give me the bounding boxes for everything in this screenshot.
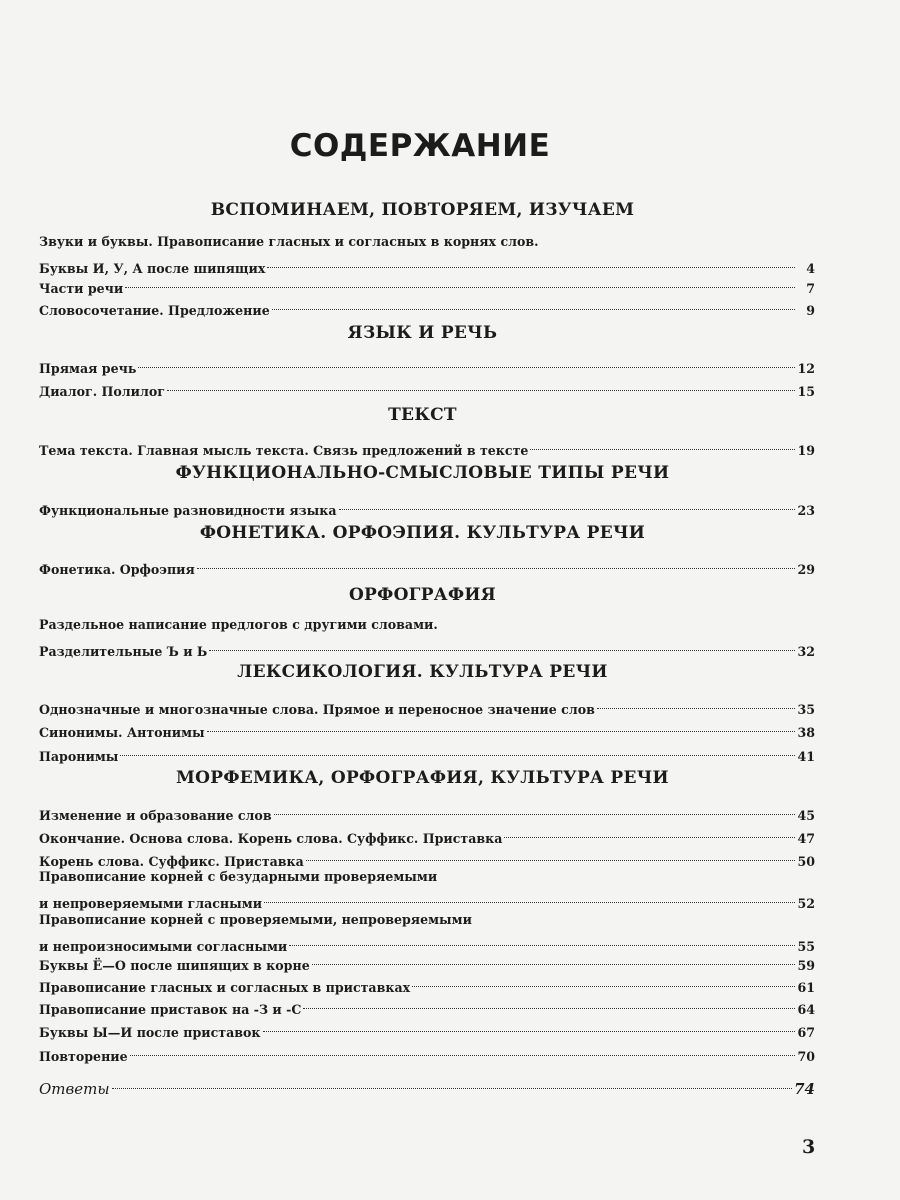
toc-entry-text: Фонетика. Орфоэпия: [39, 562, 195, 577]
toc-entry-text-line1: Раздельное написание предлогов с другими словами.: [39, 617, 438, 632]
toc-entry-text-line1: Звуки и буквы. Правописание гласных и согласных в корнях слов.: [39, 234, 539, 249]
dot-leader: [167, 370, 795, 391]
toc-entry-page: 52: [797, 896, 815, 911]
dot-leader: [264, 882, 795, 903]
section-heading: ФОНЕТИКА. ОРФОЭПИЯ. КУЛЬТУРА РЕЧИ: [199, 523, 646, 543]
dot-leader: [112, 1068, 793, 1089]
toc-entry-text-line1: Правописание корней с проверяемыми, непроверяемыми: [39, 912, 472, 927]
toc-entry-text: Повторение: [39, 1049, 128, 1064]
dot-leader: [197, 548, 795, 569]
toc-entry-page: 64: [797, 1002, 815, 1017]
dot-leader: [306, 840, 795, 861]
section-heading: ЯЗЫК И РЕЧЬ: [347, 323, 498, 343]
page-number: 3: [802, 1136, 816, 1158]
toc-entry-page: 67: [797, 1025, 815, 1040]
toc-entry-page: 7: [806, 281, 815, 296]
dot-leader: [274, 794, 795, 815]
dot-leader: [272, 289, 795, 310]
dot-leader: [303, 988, 795, 1009]
toc-entry-page: 38: [797, 725, 815, 740]
section-heading: ФУНКЦИОНАЛЬНО-СМЫСЛОВЫЕ ТИПЫ РЕЧИ: [175, 463, 670, 483]
toc-entry[interactable]: [39, 294, 815, 321]
toc-entry-page: 23: [797, 503, 815, 518]
toc-entry-text: Диалог. Полилог: [39, 384, 165, 399]
toc-entry-answers[interactable]: [39, 1073, 815, 1099]
toc-entry-text: Однозначные и многозначные слова. Прямое и переносное значение слов: [39, 702, 595, 717]
toc-entry[interactable]: [39, 867, 815, 914]
toc-entry-text: Ответы: [39, 1080, 110, 1098]
toc-entry-page: 55: [797, 939, 815, 954]
toc-entry-page: 12: [797, 361, 815, 376]
toc-entry-text: Буквы Ы—И после приставок: [39, 1025, 261, 1040]
toc-entry-page: 15: [797, 384, 815, 399]
toc-entry-text: Буквы Ё—О после шипящих в корне: [39, 958, 310, 973]
dot-leader: [263, 1011, 796, 1032]
toc-entry-text: Тема текста. Главная мысль текста. Связь предложений в тексте: [39, 443, 529, 458]
toc-entry-page: 70: [797, 1049, 815, 1064]
section-heading: ЛЕКСИКОЛОГИЯ. КУЛЬТУРА РЕЧИ: [237, 662, 608, 682]
section-heading: МОРФЕМИКА, ОРФОГРАФИЯ, КУЛЬТУРА РЕЧИ: [176, 768, 669, 788]
toc-entry-page: 61: [797, 980, 815, 995]
toc-entry-page: 41: [797, 749, 815, 764]
toc-entry-page: 47: [797, 831, 815, 846]
dot-leader: [504, 817, 795, 838]
toc-entry[interactable]: [39, 375, 815, 402]
toc-entry-text: и непроверяемыми гласными: [39, 896, 263, 911]
toc-entry-text: Корень слова. Суффикс. Приставка: [39, 854, 304, 869]
toc-entry-text: Прямая речь: [39, 361, 137, 376]
toc-entry-text: и непроизносимыми согласными: [39, 939, 288, 954]
toc-entry-text: Паронимы: [39, 749, 119, 764]
dot-leader: [120, 735, 795, 756]
dot-leader: [130, 1035, 795, 1056]
dot-leader: [412, 966, 795, 987]
dot-leader: [339, 489, 795, 510]
toc-entry-page: 29: [797, 562, 815, 577]
toc-entry-page: 32: [797, 644, 815, 659]
dot-leader: [289, 925, 795, 946]
toc-entry[interactable]: [39, 740, 815, 767]
section-heading: ТЕКСТ: [388, 405, 457, 425]
toc-entry-text: Правописание гласных и согласных в приставках: [39, 980, 411, 995]
toc-entry-text-line1: Правописание корней с безударными проверяемыми: [39, 869, 438, 884]
toc-entry[interactable]: [39, 615, 815, 662]
dot-leader: [267, 247, 795, 268]
toc-entry-text: Окончание. Основа слова. Корень слова. Суффикс. Приставка: [39, 831, 503, 846]
dot-leader: [138, 347, 795, 368]
toc-entry[interactable]: [39, 553, 815, 580]
toc-entry-text: Функциональные разновидности языка: [39, 503, 337, 518]
dot-leader: [597, 688, 795, 709]
dot-leader: [209, 630, 795, 651]
toc-entry[interactable]: [39, 1040, 815, 1067]
toc-entry-text: Синонимы. Антонимы: [39, 725, 205, 740]
toc-entry[interactable]: [39, 494, 815, 521]
section-heading: ВСПОМИНАЕМ, ПОВТОРЯЕМ, ИЗУЧАЕМ: [210, 200, 635, 220]
toc-entry-text: Части речи: [39, 281, 124, 296]
dot-leader: [312, 944, 795, 965]
toc-entry-page: 74: [794, 1080, 815, 1098]
toc-entry-page: 50: [797, 854, 815, 869]
toc-entry-page: 45: [797, 808, 815, 823]
section-heading: ОРФОГРАФИЯ: [348, 585, 497, 605]
toc-entry[interactable]: [39, 434, 815, 461]
toc-entry-page: 59: [797, 958, 815, 973]
toc-entry-page: 19: [797, 443, 815, 458]
toc-entry-text: Правописание приставок на -З и -С: [39, 1002, 302, 1017]
dot-leader: [125, 267, 795, 288]
toc-entry-text: Буквы И, У, А после шипящих: [39, 261, 266, 276]
dot-leader: [530, 429, 795, 450]
page-title: СОДЕРЖАНИЕ: [289, 128, 551, 164]
toc-entry-page: 35: [797, 702, 815, 717]
toc-entry-page: 9: [806, 303, 815, 318]
toc-entry-page: 4: [806, 261, 815, 276]
toc-entry-text: Разделительные Ъ и Ь: [39, 644, 208, 659]
toc-entry-text: Изменение и образование слов: [39, 808, 272, 823]
toc-entry-text: Словосочетание. Предложение: [39, 303, 270, 318]
dot-leader: [207, 711, 795, 732]
